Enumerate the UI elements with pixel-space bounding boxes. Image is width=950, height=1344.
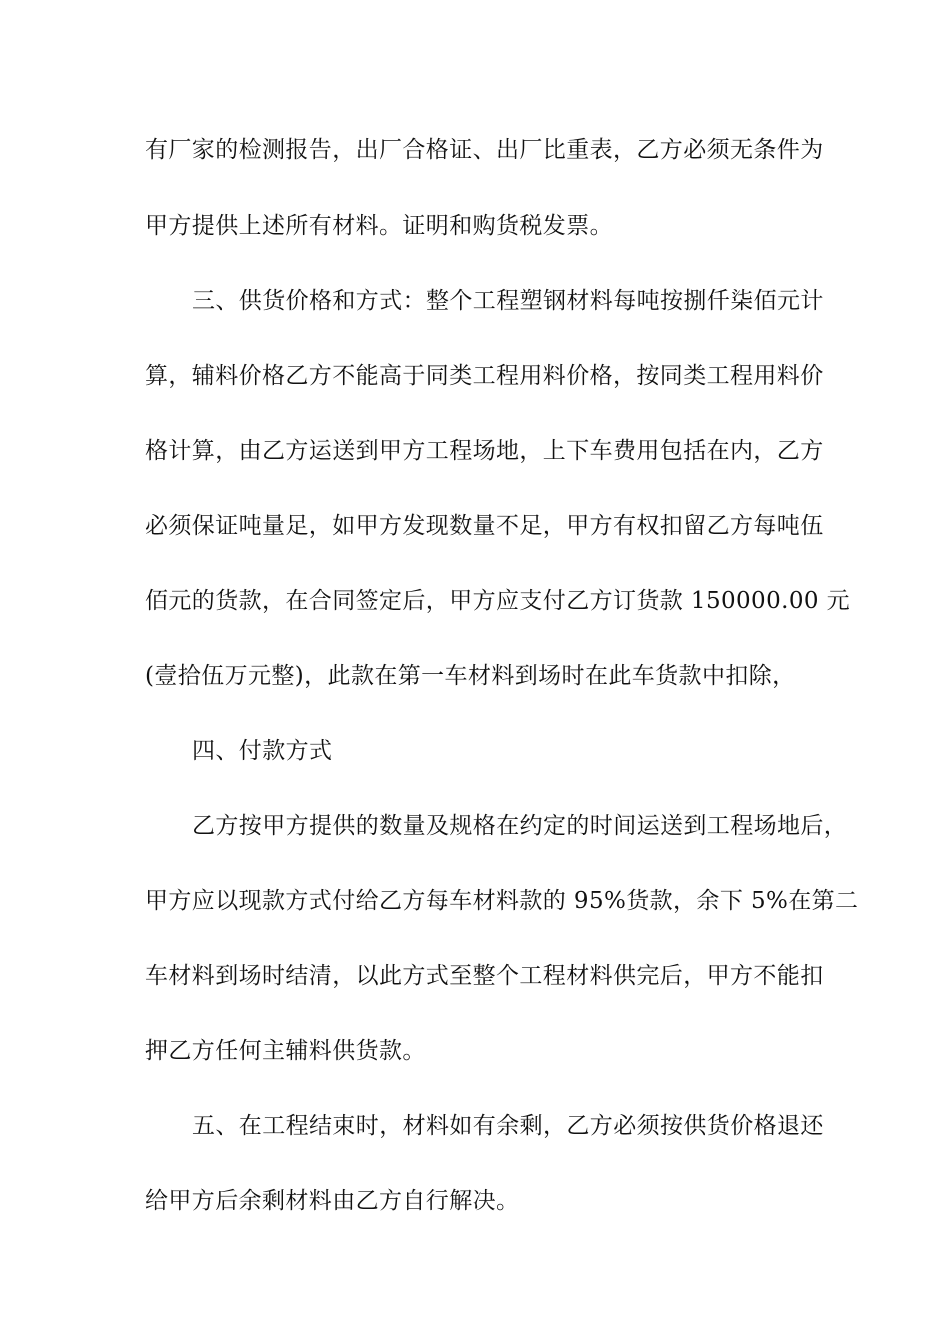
text-line: 给甲方后余剩材料由乙方自行解决。 (145, 1188, 520, 1214)
section-five-heading-line: 五、在工程结束时，材料如有余剩，乙方必须按供货价格退还 (192, 1113, 824, 1139)
text-line: 必须保证吨量足，如甲方发现数量不足，甲方有权扣留乙方每吨伍 (145, 513, 824, 539)
text-line: 车材料到场时结清，以此方式至整个工程材料供完后，甲方不能扣 (145, 963, 824, 989)
text-line: 乙方按甲方提供的数量及规格在约定的时间运送到工程场地后， (192, 813, 848, 839)
text-line: 甲方应以现款方式付给乙方每车材料款的 95%货款，余下 5%在第二 (145, 888, 859, 914)
text-line: 有厂家的检测报告，出厂合格证、出厂比重表，乙方必须无条件为 (145, 137, 824, 163)
text-line: 押乙方任何主辅料供货款。 (145, 1038, 426, 1064)
text-line: 甲方提供上述所有材料。证明和购货税发票。 (145, 213, 613, 239)
section-four-heading: 四、付款方式 (192, 738, 333, 764)
text-line: (壹拾伍万元整)，此款在第一车材料到场时在此车货款中扣除， (145, 663, 796, 689)
text-line: 佰元的货款，在合同签定后，甲方应支付乙方订货款 150000.00 元 (145, 588, 850, 614)
section-three-heading-line: 三、供货价格和方式：整个工程塑钢材料每吨按捌仟柒佰元计 (192, 288, 824, 314)
text-line: 算，辅料价格乙方不能高于同类工程用料价格，按同类工程用料价 (145, 363, 824, 389)
text-line: 格计算，由乙方运送到甲方工程场地，上下车费用包括在内，乙方 (145, 438, 824, 464)
